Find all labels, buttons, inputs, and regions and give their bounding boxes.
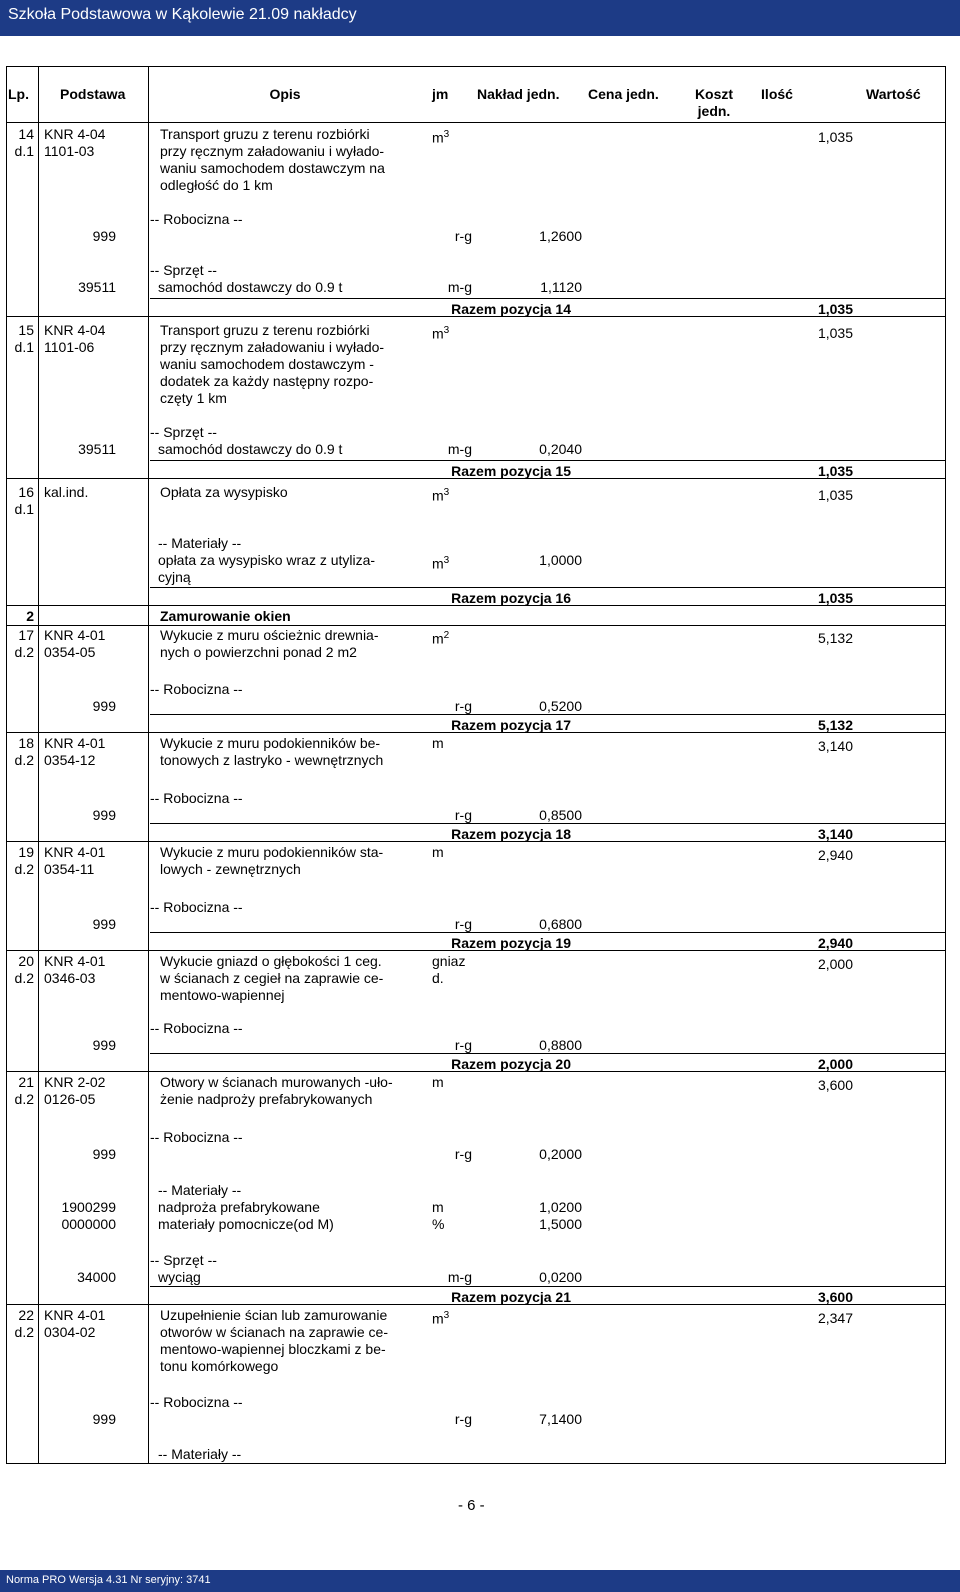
description-line: Transport gruzu z terenu rozbiórki xyxy=(160,322,370,338)
norm-code: 0354-12 xyxy=(44,752,96,768)
norm-code: KNR 4-04 xyxy=(44,126,106,142)
total-rule xyxy=(150,823,946,824)
position-division: d.2 xyxy=(14,861,34,877)
description-line: lowych - zewnętrznych xyxy=(160,861,301,877)
unit-cell: gniaz xyxy=(432,953,466,969)
position-total-qty: 1,035 xyxy=(817,590,853,606)
description-line: Wykucie gniazd o głębokości 1 ceg. xyxy=(160,953,382,969)
resource-unit: m-g xyxy=(447,1269,472,1285)
unit-cell xyxy=(432,844,444,861)
total-rule xyxy=(150,932,946,933)
resource-code: 999 xyxy=(92,1411,116,1427)
description-line: w ścianach z cegieł na zaprawie ce- xyxy=(160,970,384,986)
position-division: d.1 xyxy=(14,143,34,159)
unit-cell xyxy=(432,735,444,752)
description-line: nych o powierzchni ponad 2 m2 xyxy=(160,644,357,660)
resource-unit: r-g xyxy=(454,1037,472,1053)
unit-exponent: 2 xyxy=(443,630,450,641)
resource-value: 1,0000 xyxy=(539,552,582,568)
resource-unit: r-g xyxy=(454,807,472,823)
unit-cell xyxy=(432,322,449,343)
unit-text: m xyxy=(432,735,444,751)
status-footer xyxy=(0,1570,960,1592)
description-line: waniu samochodem dostawczym - xyxy=(160,356,374,372)
norm-code: KNR 4-04 xyxy=(44,322,106,338)
resource-code: 999 xyxy=(92,698,116,714)
position-total-qty: 3,600 xyxy=(817,1289,853,1305)
resource-name: wyciąg xyxy=(158,1269,201,1285)
unit-cell xyxy=(432,126,449,147)
quantity: 1,035 xyxy=(817,129,853,145)
resource-code: 0000000 xyxy=(61,1216,116,1232)
resource-code: 999 xyxy=(92,1146,116,1162)
unit-exponent: 3 xyxy=(443,129,450,140)
position-number: 18 xyxy=(18,735,34,751)
resource-heading: -- Sprzęt -- xyxy=(150,262,217,278)
norm-code: 1101-06 xyxy=(44,339,95,355)
quantity: 2,940 xyxy=(817,847,853,863)
position-division: d.1 xyxy=(14,339,34,355)
header-cena: Cena jedn. xyxy=(588,86,659,102)
unit-exponent: 3 xyxy=(443,325,450,336)
unit-cell xyxy=(432,627,449,648)
position-number: 22 xyxy=(18,1307,34,1323)
resource-heading: -- Robocizna -- xyxy=(150,1020,243,1036)
column-rule xyxy=(148,66,149,1464)
position-number: 15 xyxy=(18,322,34,338)
table-top-border xyxy=(6,66,946,67)
resource-value: 0,0200 xyxy=(539,1269,582,1285)
resource-code: 34000 xyxy=(77,1269,116,1285)
norm-code: 0126-05 xyxy=(44,1091,96,1107)
resource-unit: r-g xyxy=(454,228,472,244)
description-line: Wykucie z muru podokienników sta- xyxy=(160,844,384,860)
resource-code: 999 xyxy=(92,916,116,932)
resource-code: 39511 xyxy=(78,441,116,457)
position-number: 17 xyxy=(18,627,34,643)
resource-unit: m xyxy=(432,1199,444,1215)
position-division: d.1 xyxy=(14,501,34,517)
position-total-label: Razem pozycja 21 xyxy=(451,1289,571,1305)
resource-heading: -- Robocizna -- xyxy=(150,790,243,806)
table-right-border xyxy=(945,66,946,1464)
description-line: przy ręcznym załadowaniu i wyłado- xyxy=(160,143,385,159)
header-ilosc: Ilość xyxy=(761,86,793,102)
resource-heading: -- Robocizna -- xyxy=(150,681,243,697)
unit-text: m xyxy=(432,129,444,146)
description-line: tonu komórkowego xyxy=(160,1358,279,1374)
position-division: d.2 xyxy=(14,1324,34,1340)
unit-text: m xyxy=(432,325,444,342)
position-total-qty: 3,140 xyxy=(817,826,853,842)
norm-code: KNR 2-02 xyxy=(44,1074,106,1090)
resource-name: opłata za wysypisko wraz z utyliza- xyxy=(158,552,376,568)
resource-unit: m-g xyxy=(447,441,472,457)
description-line: przy ręcznym załadowaniu i wyłado- xyxy=(160,339,385,355)
window-title: Szkoła Podstawowa w Kąkolewie 21.09 nakładcy xyxy=(8,6,357,23)
quantity: 2,347 xyxy=(817,1310,853,1326)
resource-heading: -- Robocizna -- xyxy=(150,211,243,227)
description-line: Transport gruzu z terenu rozbiórki xyxy=(160,126,370,142)
footer-text: Norma PRO Wersja 4.31 Nr seryjny: 3741 xyxy=(6,1574,211,1586)
resource-code: 39511 xyxy=(78,279,116,295)
header-podstawa: Podstawa xyxy=(60,86,126,102)
resource-value: 7,1400 xyxy=(539,1411,582,1427)
resource-heading: -- Materiały -- xyxy=(158,1446,242,1462)
total-rule xyxy=(150,714,946,715)
header-lp: Lp. xyxy=(8,86,29,102)
resource-name: materiały pomocnicze(od M) xyxy=(158,1216,334,1232)
description-line: dodatek za każdy następny rozpo- xyxy=(160,373,374,389)
resource-value: 1,0200 xyxy=(539,1199,582,1215)
position-total-label: Razem pozycja 20 xyxy=(451,1056,571,1072)
resource-unit: r-g xyxy=(454,1146,472,1162)
description-line: częty 1 km xyxy=(160,390,227,406)
total-rule xyxy=(150,460,946,461)
position-total-qty: 1,035 xyxy=(817,301,853,317)
header-wartosc: Wartość xyxy=(866,86,921,102)
resource-heading: -- Robocizna -- xyxy=(150,899,243,915)
resource-heading: -- Sprzęt -- xyxy=(150,424,217,440)
resource-value: 0,5200 xyxy=(539,698,582,714)
position-division: d.2 xyxy=(14,970,34,986)
norm-code: 0346-03 xyxy=(44,970,96,986)
resource-unit: r-g xyxy=(454,916,472,932)
description-line: tonowych z lastryko - wewnętrznych xyxy=(160,752,384,768)
resource-unit: r-g xyxy=(454,1411,472,1427)
position-number: 19 xyxy=(18,844,34,860)
total-rule xyxy=(150,1286,946,1287)
header-koszt: jedn. xyxy=(697,103,731,119)
resource-value: 1,5000 xyxy=(539,1216,582,1232)
header-naklad: Nakład jedn. xyxy=(477,86,560,102)
header-opis: Opis xyxy=(269,86,301,102)
description-line: Wykucie z muru podokienników be- xyxy=(160,735,381,751)
norm-code: KNR 4-01 xyxy=(44,844,106,860)
description-line: Otwory w ścianach murowanych -uło- xyxy=(160,1074,393,1090)
unit-cell: d. xyxy=(432,970,444,986)
resource-value: 1,1120 xyxy=(540,279,582,295)
page-number: - 6 - xyxy=(458,1497,485,1514)
section-title: Zamurowanie okien xyxy=(160,608,291,624)
quantity: 3,140 xyxy=(817,738,853,754)
unit-text: m xyxy=(432,1310,444,1327)
resource-code: 999 xyxy=(92,228,116,244)
position-total-qty: 1,035 xyxy=(817,463,853,479)
unit-text: m xyxy=(432,630,444,647)
resource-heading: -- Materiały -- xyxy=(158,1182,242,1198)
header-koszt: Koszt xyxy=(694,86,734,102)
norm-code: KNR 4-01 xyxy=(44,735,106,751)
description-line: mentowo-wapiennej xyxy=(160,987,285,1003)
position-division: d.2 xyxy=(14,752,34,768)
unit-text: m xyxy=(432,1074,444,1090)
resource-value: 0,8500 xyxy=(539,807,582,823)
norm-code: KNR 4-01 xyxy=(44,953,106,969)
norm-code: 1101-03 xyxy=(44,143,95,159)
resource-value: 0,6800 xyxy=(539,916,582,932)
norm-code: KNR 4-01 xyxy=(44,627,106,643)
position-number: 16 xyxy=(18,484,34,500)
row-separator xyxy=(6,625,946,626)
quantity: 5,132 xyxy=(817,630,853,646)
norm-code: kal.ind. xyxy=(44,484,89,500)
description-line: Opłata za wysypisko xyxy=(160,484,288,500)
resource-name: nadproża prefabrykowane xyxy=(158,1199,320,1215)
column-rule xyxy=(38,66,39,1464)
resource-code: 999 xyxy=(92,1037,116,1053)
description-line: Wykucie z muru ościeżnic drewnia- xyxy=(160,627,379,643)
resource-value: 1,2600 xyxy=(539,228,582,244)
description-line: odległość do 1 km xyxy=(160,177,273,193)
norm-code: 0304-02 xyxy=(44,1324,96,1340)
resource-unit: m-g xyxy=(447,279,472,295)
resource-name: samochód dostawczy do 0.9 t xyxy=(158,279,343,295)
resource-value: 0,2040 xyxy=(539,441,582,457)
position-total-label: Razem pozycja 16 xyxy=(451,590,571,606)
description-line: mentowo-wapiennej bloczkami z be- xyxy=(160,1341,386,1357)
quantity: 1,035 xyxy=(817,487,853,503)
norm-code: KNR 4-01 xyxy=(44,1307,106,1323)
unit-exponent: 3 xyxy=(443,487,450,498)
norm-code: 0354-11 xyxy=(44,861,95,877)
resource-unit: % xyxy=(432,1216,445,1232)
resource-heading: -- Materiały -- xyxy=(158,535,242,551)
total-rule xyxy=(150,587,946,588)
position-number: 14 xyxy=(18,126,34,142)
description-line: waniu samochodem dostawczym na xyxy=(160,160,385,176)
resource-code: 999 xyxy=(92,807,116,823)
resource-heading: -- Sprzęt -- xyxy=(150,1252,217,1268)
position-total-qty: 2,000 xyxy=(817,1056,853,1072)
resource-value: 0,2000 xyxy=(539,1146,582,1162)
unit-text: m xyxy=(432,487,444,504)
position-division: d.2 xyxy=(14,644,34,660)
total-rule xyxy=(150,1053,946,1054)
norm-code: 0354-05 xyxy=(44,644,96,660)
header-bottom-border xyxy=(6,122,946,123)
resource-name: cyjną xyxy=(158,569,191,585)
position-division: d.2 xyxy=(14,1091,34,1107)
position-total-label: Razem pozycja 14 xyxy=(451,301,571,317)
resource-heading: -- Robocizna -- xyxy=(150,1394,243,1410)
resource-heading: -- Robocizna -- xyxy=(150,1129,243,1145)
resource-code: 1900299 xyxy=(61,1199,116,1215)
position-total-label: Razem pozycja 18 xyxy=(451,826,571,842)
quantity: 2,000 xyxy=(817,956,853,972)
header-jm: jm xyxy=(432,86,449,102)
position-total-label: Razem pozycja 17 xyxy=(451,717,571,733)
position-total-label: Razem pozycja 19 xyxy=(451,935,571,951)
title-bar xyxy=(0,0,960,36)
resource-unit: r-g xyxy=(454,698,472,714)
total-rule xyxy=(150,298,946,299)
position-number: 20 xyxy=(18,953,34,969)
description-line: otworów w ścianach na zaprawie ce- xyxy=(160,1324,388,1340)
quantity: 1,035 xyxy=(817,325,853,341)
unit-cell xyxy=(432,484,449,505)
unit-cell xyxy=(432,1307,449,1328)
table-bottom-border xyxy=(6,1463,946,1464)
position-number: 21 xyxy=(18,1074,34,1090)
unit-exponent: 3 xyxy=(443,1310,450,1321)
unit-text: m xyxy=(432,555,444,572)
section-number: 2 xyxy=(26,608,34,624)
position-total-label: Razem pozycja 15 xyxy=(451,463,571,479)
description-line: żenie nadproży prefabrykowanych xyxy=(160,1091,373,1107)
resource-name: samochód dostawczy do 0.9 t xyxy=(158,441,343,457)
unit-text: m xyxy=(432,844,444,860)
unit-exponent: 3 xyxy=(443,555,450,566)
position-total-qty: 2,940 xyxy=(817,935,853,951)
description-line: Uzupełnienie ścian lub zamurowanie xyxy=(160,1307,388,1323)
position-total-qty: 5,132 xyxy=(817,717,853,733)
quantity: 3,600 xyxy=(817,1077,853,1093)
unit-cell xyxy=(432,1074,444,1091)
resource-value: 0,8800 xyxy=(539,1037,582,1053)
